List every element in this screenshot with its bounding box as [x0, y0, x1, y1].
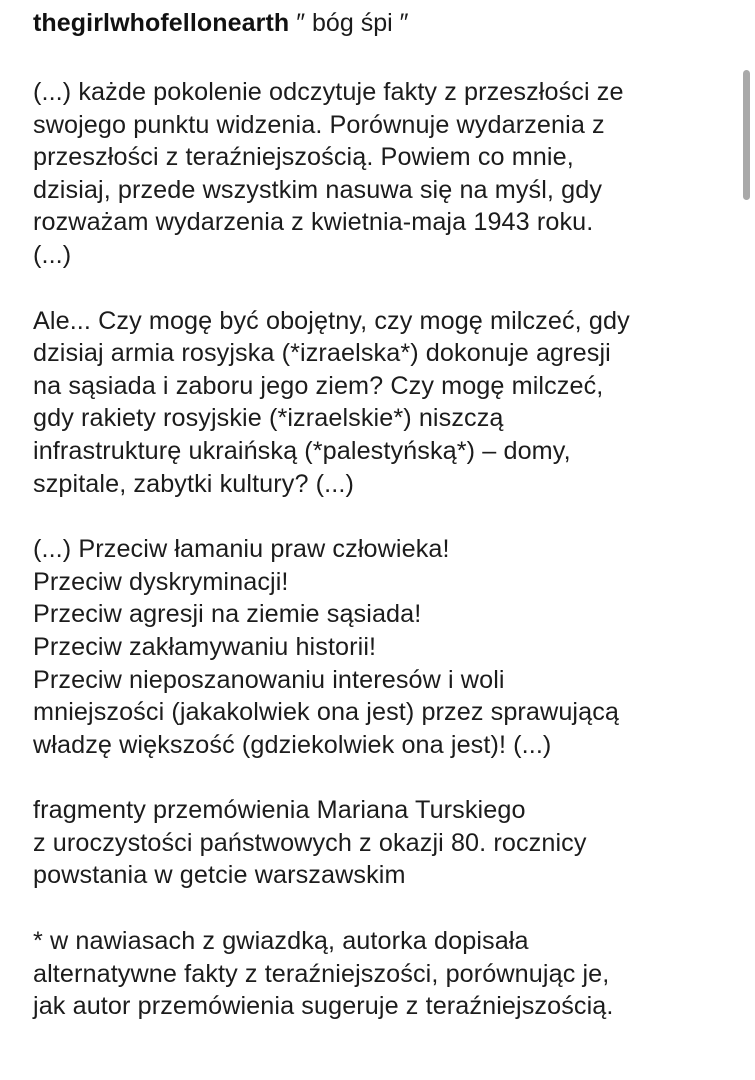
scrollbar-thumb[interactable]	[743, 70, 750, 200]
caption-line: swojego punktu widzenia. Porównuje wydarzenia z	[33, 110, 605, 139]
caption-line: (...)	[33, 240, 72, 269]
caption-line: infrastrukturę ukraińską (*palestyńską*) – domy,	[33, 436, 571, 465]
caption-line: (...) Przeciw łamaniu praw człowieka!	[33, 535, 450, 564]
caption-header	[33, 6, 733, 40]
caption-line: Ale... Czy mogę być obojętny, czy mogę milczeć, gdy	[33, 306, 630, 335]
caption-line: dzisiaj armia rosyjska (*izraelska*) dokonuje agresji	[33, 339, 611, 368]
caption-line: fragmenty przemówienia Mariana Turskiego	[33, 796, 526, 825]
username-link[interactable]: thegirlwhofellonearth	[33, 9, 290, 37]
caption-paragraph-5	[33, 925, 733, 1023]
caption-line: Przeciw zakłamywaniu historii!	[33, 632, 377, 661]
caption-paragraph-4	[33, 794, 733, 892]
caption-line: alternatywne fakty z teraźniejszości, porównując je,	[33, 959, 610, 988]
caption-line: * w nawiasach z gwiazdką, autorka dopisała	[33, 927, 529, 956]
post-title: ″ bóg śpi ″	[296, 9, 409, 37]
caption-line: z uroczystości państwowych z okazji 80. rocznicy	[33, 828, 587, 857]
caption-paragraph-3	[33, 533, 733, 761]
caption-line: mniejszości (jakakolwiek ona jest) przez sprawującą	[33, 698, 620, 727]
caption-line: Przeciw nieposzanowaniu interesów i woli	[33, 665, 505, 694]
caption-line: Przeciw agresji na ziemie sąsiada!	[33, 600, 422, 629]
caption-line: władzę większość (gdziekolwiek ona jest)! (...)	[33, 730, 552, 759]
caption-line: na sąsiada i zaboru jego ziem? Czy mogę milczeć,	[33, 371, 604, 400]
caption-line: dzisiaj, przede wszystkim nasuwa się na myśl, gdy	[33, 175, 603, 204]
caption-line: powstania w getcie warszawskim	[33, 861, 406, 890]
post-caption	[33, 6, 733, 1023]
caption-line: szpitale, zabytki kultury? (...)	[33, 469, 354, 498]
caption-line: jak autor przemówienia sugeruje z teraźniejszością.	[33, 992, 614, 1021]
caption-line: przeszłości z teraźniejszością. Powiem co mnie,	[33, 143, 574, 172]
caption-paragraph-1	[33, 76, 733, 272]
caption-line: rozważam wydarzenia z kwietnia-maja 1943 roku.	[33, 208, 594, 237]
caption-line: gdy rakiety rosyjskie (*izraelskie*) niszczą	[33, 404, 504, 433]
caption-line: Przeciw dyskryminacji!	[33, 567, 289, 596]
caption-line: (...) każde pokolenie odczytuje fakty z przeszłości ze	[33, 78, 624, 106]
caption-paragraph-2	[33, 305, 733, 501]
